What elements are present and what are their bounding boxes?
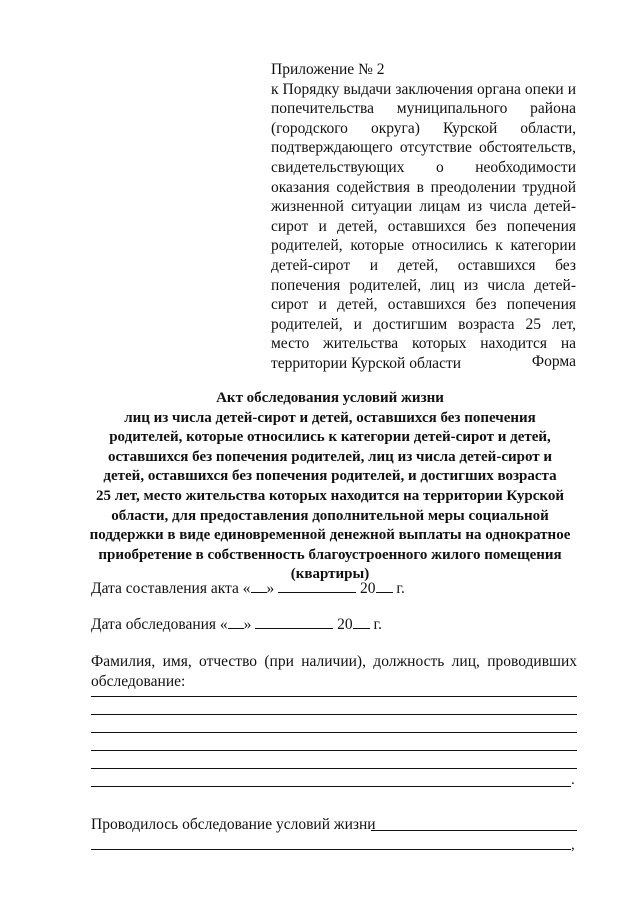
date-survey-label: Дата обследования « [91,616,228,633]
persons-line[interactable] [91,714,577,715]
conducted-line-2[interactable] [91,849,571,850]
date-act-day-blank[interactable] [251,578,267,593]
act-title-line: оставшихся без попечения родителей, лиц из числа детей-сирот и [107,448,553,465]
appendix-header [271,60,576,374]
act-title-line: 25 лет, место жительства которых находится на территории Курской [95,487,565,504]
act-title-line: лиц из числа детей-сирот и детей, оставшихся без попечения [124,409,536,426]
date-act-field [91,578,405,599]
persons-line[interactable] [91,750,577,751]
persons-label: Фамилия, имя, отчество (при наличии), должность лиц, проводивших обследование: [91,653,577,690]
act-title-line: родителей, которые относились к категории детей-сирот и детей, [109,429,551,446]
date-act-quote-close: » [266,580,275,597]
appendix-title: Приложение № 2 [271,61,385,78]
conducted-label: Проводилось обследование условий жизни [91,816,376,833]
date-act-year-prefix: 20 [360,580,376,597]
persons-line[interactable] [91,696,577,697]
date-act-year-suffix: г. [396,580,405,597]
date-act-year-blank[interactable] [376,578,393,593]
act-title-line: Акт обследования условий жизни [216,390,444,406]
conducted-line[interactable] [371,830,577,831]
date-act-label: Дата составления акта « [91,580,251,597]
date-survey-year-suffix: г. [373,616,383,633]
act-title-line: детей, оставшихся без попечения родителей, и достигших возраста [103,468,557,485]
act-title-line: поддержки в виде единовременной денежной выплаты на однократное [89,527,571,544]
appendix-text: к Порядку выдачи заключения органа опеки и попечительства муниципального района (городского округа) Курской области, подтверждающего отсутствие обстоятельств, свидетельствующих о необходимости оказания содействия в преодолении трудной жизненной ситуации лицам из числа детей-сирот и детей, оставшихся без попечения родителей, которые относились к категории детей-сирот и детей, оставшихся без попечения родителей, лиц из числа детей-сирот и детей, оставшихся без попечения родителей, и достигшим возраста 25 лет, место жительства которых находится на территории Курской области [271,80,576,372]
date-survey-year-blank[interactable] [353,614,370,629]
date-survey-quote-close: » [243,616,252,633]
conducted-line-end-comma: , [571,837,575,853]
form-label: Форма [531,353,576,370]
persons-line-end-period: . [571,772,575,788]
date-act-month-blank[interactable] [278,578,356,593]
act-title-line: (квартиры) [290,566,370,583]
conducted-field [91,815,376,835]
persons-line[interactable] [91,768,577,769]
act-title-line: области, для предоставления дополнительной меры социальной [111,507,549,524]
date-survey-month-blank[interactable] [255,614,333,629]
date-survey-year-prefix: 20 [337,616,353,633]
act-title-line: приобретение в собственность благоустроенного жилого помещения [98,546,562,563]
date-survey-day-blank[interactable] [228,614,244,629]
date-survey-field [91,614,382,635]
act-title [82,389,578,585]
persons-line[interactable] [91,732,577,733]
persons-line[interactable] [91,786,571,787]
